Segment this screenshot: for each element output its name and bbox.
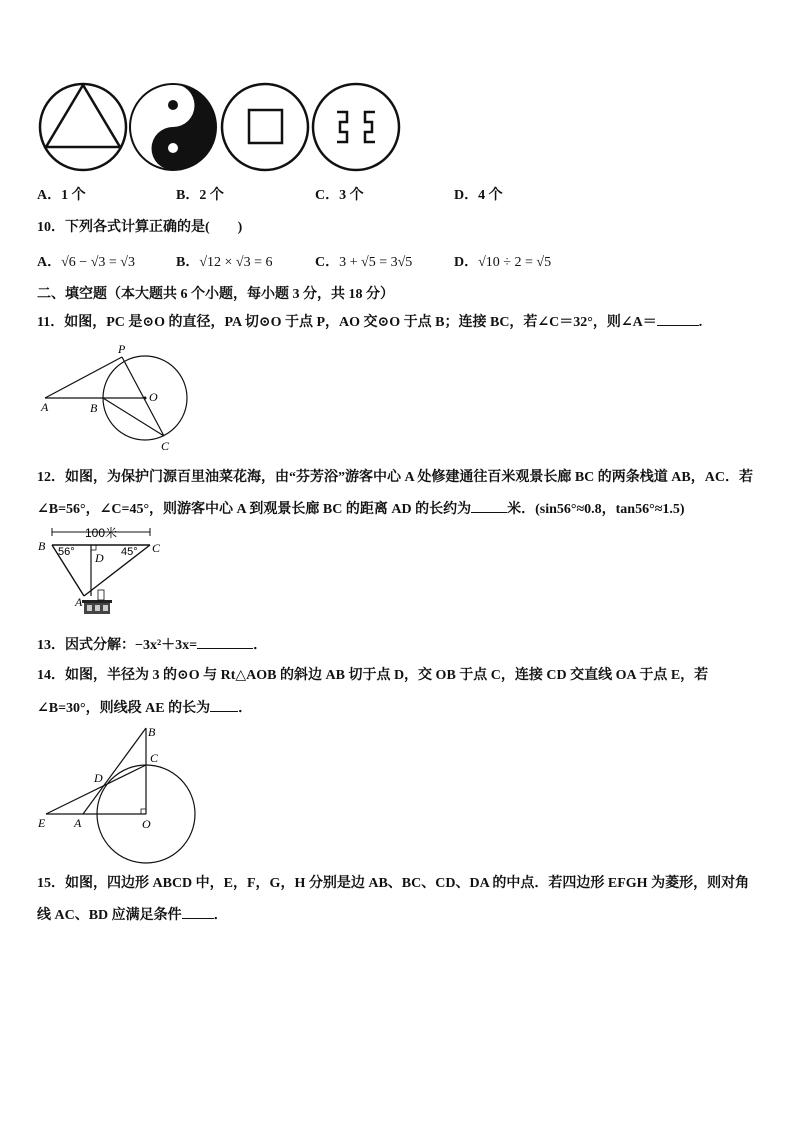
- q12-line1: 12．如图，为保护门源百里油菜花海，由“芬芳浴”游客中心 A 处修建通往百米观景长廊 BC 的两条栈道 AB，AC．若: [37, 470, 753, 485]
- q9-option-d: D．4 个: [454, 188, 503, 203]
- q14-label-d: D: [94, 771, 103, 785]
- q12-figure: [38, 524, 164, 624]
- q12-label-angle-c: 45°: [121, 546, 138, 558]
- section-heading: 二、填空题（本大题共 6 个小题，每小题 3 分，共 18 分）: [37, 287, 394, 302]
- q11-label-o: O: [149, 390, 158, 404]
- q13-stem: 13．因式分解：−3x²＋3x= ．: [37, 634, 267, 656]
- q11-label-b: B: [90, 401, 98, 415]
- figure-circle-triangle: [36, 82, 130, 176]
- q14-line2: ∠B=30°，则线段 AE 的长为 ．: [37, 697, 252, 719]
- q11-label-p: P: [118, 342, 126, 356]
- q14-label-c: C: [150, 751, 159, 765]
- q11-figure: [38, 342, 198, 453]
- q11-label-a: A: [41, 400, 49, 414]
- q12-label-c: C: [152, 541, 161, 555]
- q10-stem: 10．下列各式计算正确的是( ): [37, 220, 243, 235]
- q15-line1: 15．如图，四边形 ABCD 中，E，F，G，H 分别是边 AB、BC、CD、DA 的中点．若四边形 EFGH 为菱形，则对角: [37, 876, 750, 891]
- q12-label-d: D: [95, 551, 104, 565]
- q9-option-b: B．2 个: [176, 188, 224, 203]
- figure-circle-pattern: [310, 82, 404, 176]
- q14-figure: [38, 724, 200, 866]
- q11-stem: 11．如图，PC 是⊙O 的直径，PA 切⊙O 于点 P，AO 交⊙O 于点 B；连接 BC，若∠C＝32°，则∠A＝ .: [37, 311, 702, 333]
- figure-yin-yang: [128, 82, 222, 176]
- q14-label-o: O: [142, 817, 151, 831]
- q9-option-a: A．1 个: [37, 188, 86, 203]
- q12-line2: ∠B=56°，∠C=45°，则游客中心 A 到观景长廊 BC 的距离 AD 的长约为 米．(sin56°≈0.8，tan56°≈1.5): [37, 498, 685, 520]
- q10-option-b: B．√12 × √3 = 6: [176, 255, 273, 270]
- q12-label-dist: 100米: [85, 526, 118, 540]
- q14-label-e: E: [38, 816, 46, 830]
- q12-label-b: B: [38, 539, 46, 553]
- q10-option-a: A．√6 − √3 = √3: [37, 255, 135, 270]
- q12-label-a: A: [75, 595, 83, 609]
- q9-option-c: C．3 个: [315, 188, 364, 203]
- figure-circle-square: [219, 82, 313, 176]
- q11-label-c: C: [161, 439, 170, 453]
- q10-option-d: D．√10 ÷ 2 = √5: [454, 255, 552, 270]
- q10-option-c: C．3 + √5 = 3√5: [315, 255, 413, 270]
- q15-line2: 线 AC、BD 应满足条件 ．: [37, 904, 228, 926]
- q14-label-b: B: [148, 725, 156, 739]
- q14-label-a: A: [74, 816, 82, 830]
- q14-line1: 14．如图，半径为 3 的⊙O 与 Rt△AOB 的斜边 AB 切于点 D，交 OB 于点 C，连接 CD 交直线 OA 于点 E，若: [37, 668, 709, 683]
- q12-label-angle-b: 56°: [58, 546, 75, 558]
